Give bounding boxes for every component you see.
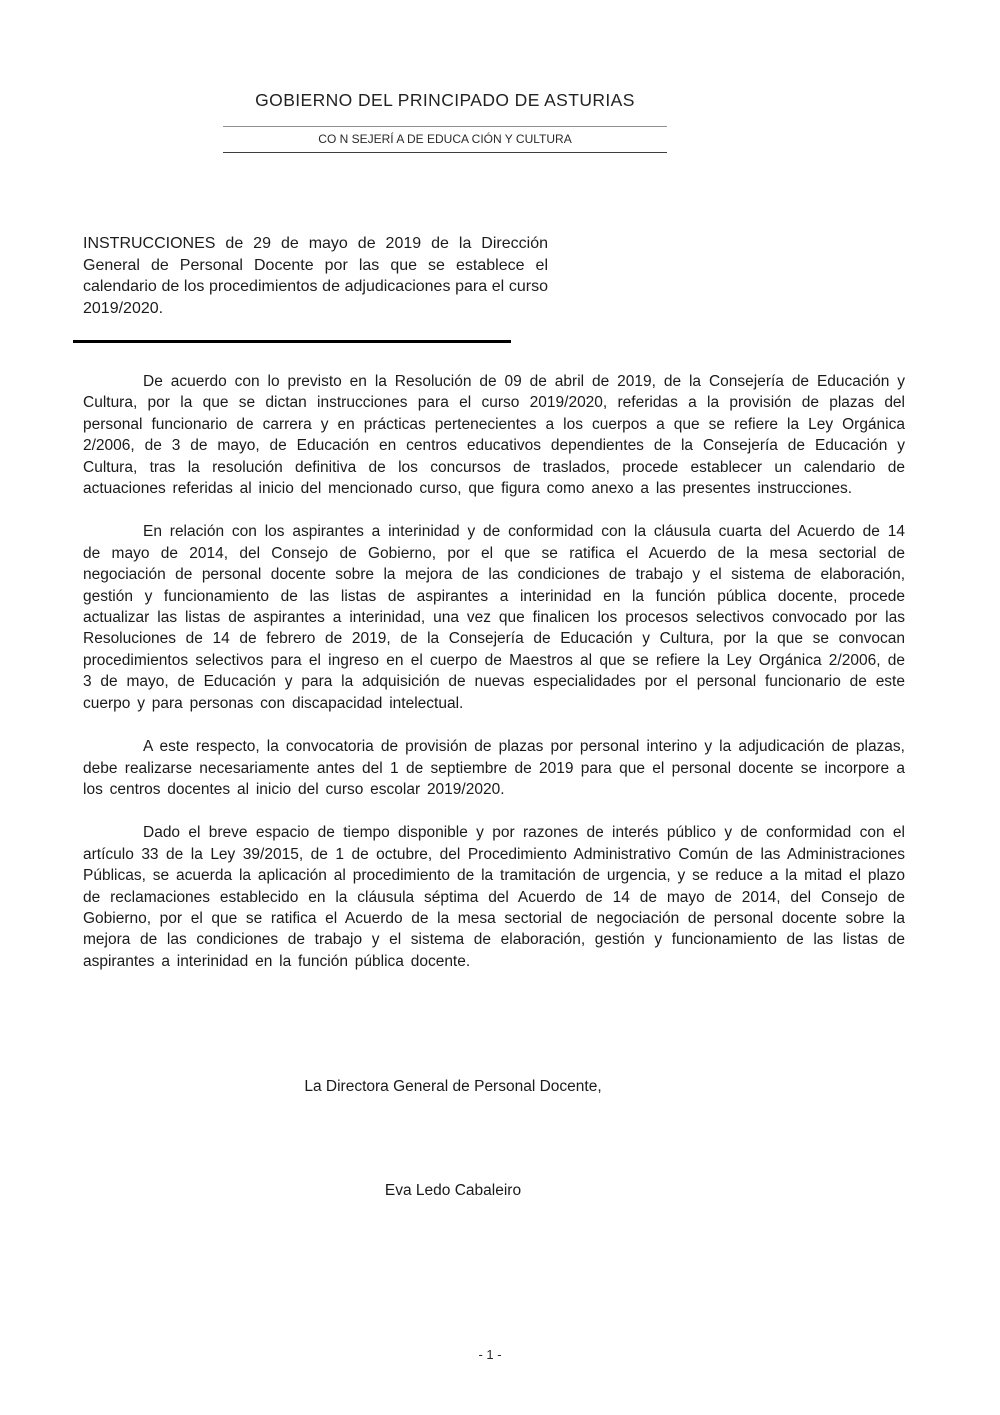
title-underline-rule xyxy=(73,340,511,343)
signature-role: La Directora General de Personal Docente, xyxy=(304,1078,602,1095)
government-title: GOBIERNO DEL PRINCIPADO DE ASTURIAS xyxy=(255,90,635,110)
paragraph-3: A este respecto, la convocatoria de provisión de plazas por personal interino y la adjudicación de plazas, debe realizarse necesariamente antes del 1 de septiembre de 2019 para que el personal docente se incorpore a los centros docentes al inicio del curso escolar 2019/2020. xyxy=(83,738,905,798)
paragraph-2: En relación con los aspirantes a interinidad y de conformidad con la cláusula cuarta del Acuerdo de 14 de mayo de 2014, del Consejo de Gobierno, por el que se ratifica el Acuerdo de la mesa sectorial de negociación de personal docente sobre la mejora de las condiciones de trabajo y el sistema de elaboración, gestión y funcionamiento de las listas de aspirantes a interinidad en la función pública docente, procede actualizar las listas de aspirantes a interinidad, una vez que finalicen los procesos selectivos convocado por las Resoluciones de 14 de febrero de 2019, de la Consejería de Educación y Cultura, por la que se convocan procedimientos selectivos para el ingreso en el cuerpo de Maestros al que se refiere la Ley Orgánica 2/2006, de 3 de mayo, de Educación y para la adquisición de nuevas especialidades por el personal funcionario de este cuerpo y para personas con discapacidad intelectual. xyxy=(83,523,905,712)
paragraph-1: De acuerdo con lo previsto en la Resolución de 09 de abril de 2019, de la Consejería de Educación y Cultura, por la que se dictan instrucciones para el curso 2019/2020, referidas a la provisión de plazas del personal funcionario de carrera y en prácticas pertenecientes a los cuerpos a que se refiere la Ley Orgánica 2/2006, de 3 de mayo, de Educación en centros educativos dependientes de la Consejería de Educación y Cultura, tras la resolución definitiva de los concursos de traslados, procede establecer un calendario de actuaciones referidas al inicio del mencionado curso, que figura como anexo a las presentes instrucciones. xyxy=(83,373,905,498)
document-title: INSTRUCCIONES de 29 de mayo de 2019 de la Dirección General de Personal Docente por las que se establece el calendario de los procedimientos de adjudicaciones para el curso 2019/2020. xyxy=(83,235,548,317)
signature-name: Eva Ledo Cabaleiro xyxy=(384,1182,522,1199)
header-rule-top xyxy=(223,126,667,127)
department-title: CO N SEJERÍ A DE EDUCA CIÓN Y CULTURA xyxy=(318,132,572,146)
document-body xyxy=(83,371,905,994)
page-number: - 1 - xyxy=(478,1347,502,1362)
header-rule-bottom xyxy=(223,152,667,153)
paragraph-4: Dado el breve espacio de tiempo disponible y por razones de interés público y de conformidad con el artículo 33 de la Ley 39/2015, de 1 de octubre, del Procedimiento Administrativo Común de las Administraciones Públicas, se acuerda la aplicación al procedimiento de la tramitación de urgencia, y se reduce a la mitad el plazo de reclamaciones establecido en la cláusula séptima del Acuerdo de 14 de mayo de 2014, del Consejo de Gobierno, por el que se ratifica el Acuerdo de la mesa sectorial de negociación de personal docente sobre la mejora de las condiciones de trabajo y el sistema de elaboración, gestión y funcionamiento de las listas de aspirantes a interinidad en la función pública docente. xyxy=(83,824,905,970)
